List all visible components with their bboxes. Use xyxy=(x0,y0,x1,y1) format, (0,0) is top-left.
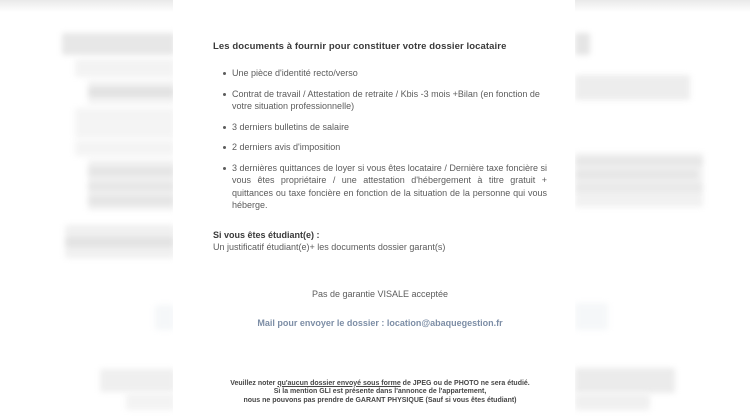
blurred-text-block xyxy=(75,59,175,77)
document-title: Les documents à fournir pour constituer votre dossier locataire xyxy=(213,41,507,52)
requirement-text: Une pièce d'identité recto/verso xyxy=(232,68,358,78)
blurred-text-block xyxy=(62,33,175,55)
requirement-text: 2 derniers avis d'imposition xyxy=(232,142,341,152)
top-fade-right xyxy=(575,0,750,12)
blurred-text-block xyxy=(65,225,175,258)
bullet-icon xyxy=(223,146,226,149)
blurred-text-block xyxy=(75,140,175,156)
footer-line-3: nous ne pouvons pas prendre de GARANT PHYSIQUE (Sauf si vous êtes étudiant) xyxy=(243,396,517,404)
requirement-text: 3 dernières quittances de loyer si vous êtes locataire / Dernière taxe foncière si vous êtes propriétaire / une attestation d'hébergement à titre gratuit + quittances ou taxe foncière en fonction de la situation de la personne qui vous héberge. xyxy=(232,162,547,210)
requirement-item xyxy=(223,88,547,113)
blurred-text-block xyxy=(575,303,608,330)
blurred-text-block xyxy=(575,393,650,410)
bullet-icon xyxy=(223,126,226,129)
requirement-text: Contrat de travail / Attestation de retraite / Kbis -3 mois +Bilan (en fonction de votre situation professionnelle) xyxy=(232,88,540,111)
footer-line1-underlined: qu'aucun dossier envoyé sous forme xyxy=(277,379,401,387)
blurred-text-block xyxy=(88,80,175,104)
visale-note: Pas de garantie VISALE acceptée xyxy=(311,288,449,299)
student-section xyxy=(213,229,547,254)
requirement-item xyxy=(223,121,547,134)
blurred-text-block xyxy=(75,108,175,138)
requirement-text: 3 derniers bulletins de salaire xyxy=(232,121,350,132)
blurred-text-block xyxy=(575,368,675,393)
blurred-text-block xyxy=(155,305,175,330)
blurred-text-block xyxy=(575,153,703,207)
footer-line1-after: de JPEG ou de PHOTO ne sera étudié. xyxy=(400,379,530,387)
bullet-icon xyxy=(223,72,226,75)
bullet-icon xyxy=(223,167,226,170)
footer-line1-before: Veuillez noter xyxy=(230,379,278,387)
blurred-text-block xyxy=(575,75,690,100)
footer-line-1 xyxy=(213,380,547,389)
document-panel xyxy=(173,0,575,420)
blurred-text-block xyxy=(575,33,590,55)
requirement-item xyxy=(223,162,547,212)
requirement-item xyxy=(223,67,547,80)
footer-line-2: Si la mention GLI est présente dans l'annonce de l'appartement, xyxy=(273,388,487,396)
footer-note xyxy=(213,380,547,406)
mail-instruction: Mail pour envoyer le dossier : location@abaquegestion.fr xyxy=(257,317,503,328)
blurred-text-block xyxy=(100,369,175,392)
bullet-icon xyxy=(223,93,226,96)
student-heading: Si vous êtes étudiant(e) : xyxy=(213,229,320,240)
top-fade-left xyxy=(0,0,173,12)
requirement-item xyxy=(223,141,547,154)
blurred-text-block xyxy=(88,160,175,210)
student-text: Un justificatif étudiant(e)+ les documents dossier garant(s) xyxy=(213,242,446,252)
requirements-list xyxy=(213,67,547,212)
blurred-text-block xyxy=(126,393,175,410)
